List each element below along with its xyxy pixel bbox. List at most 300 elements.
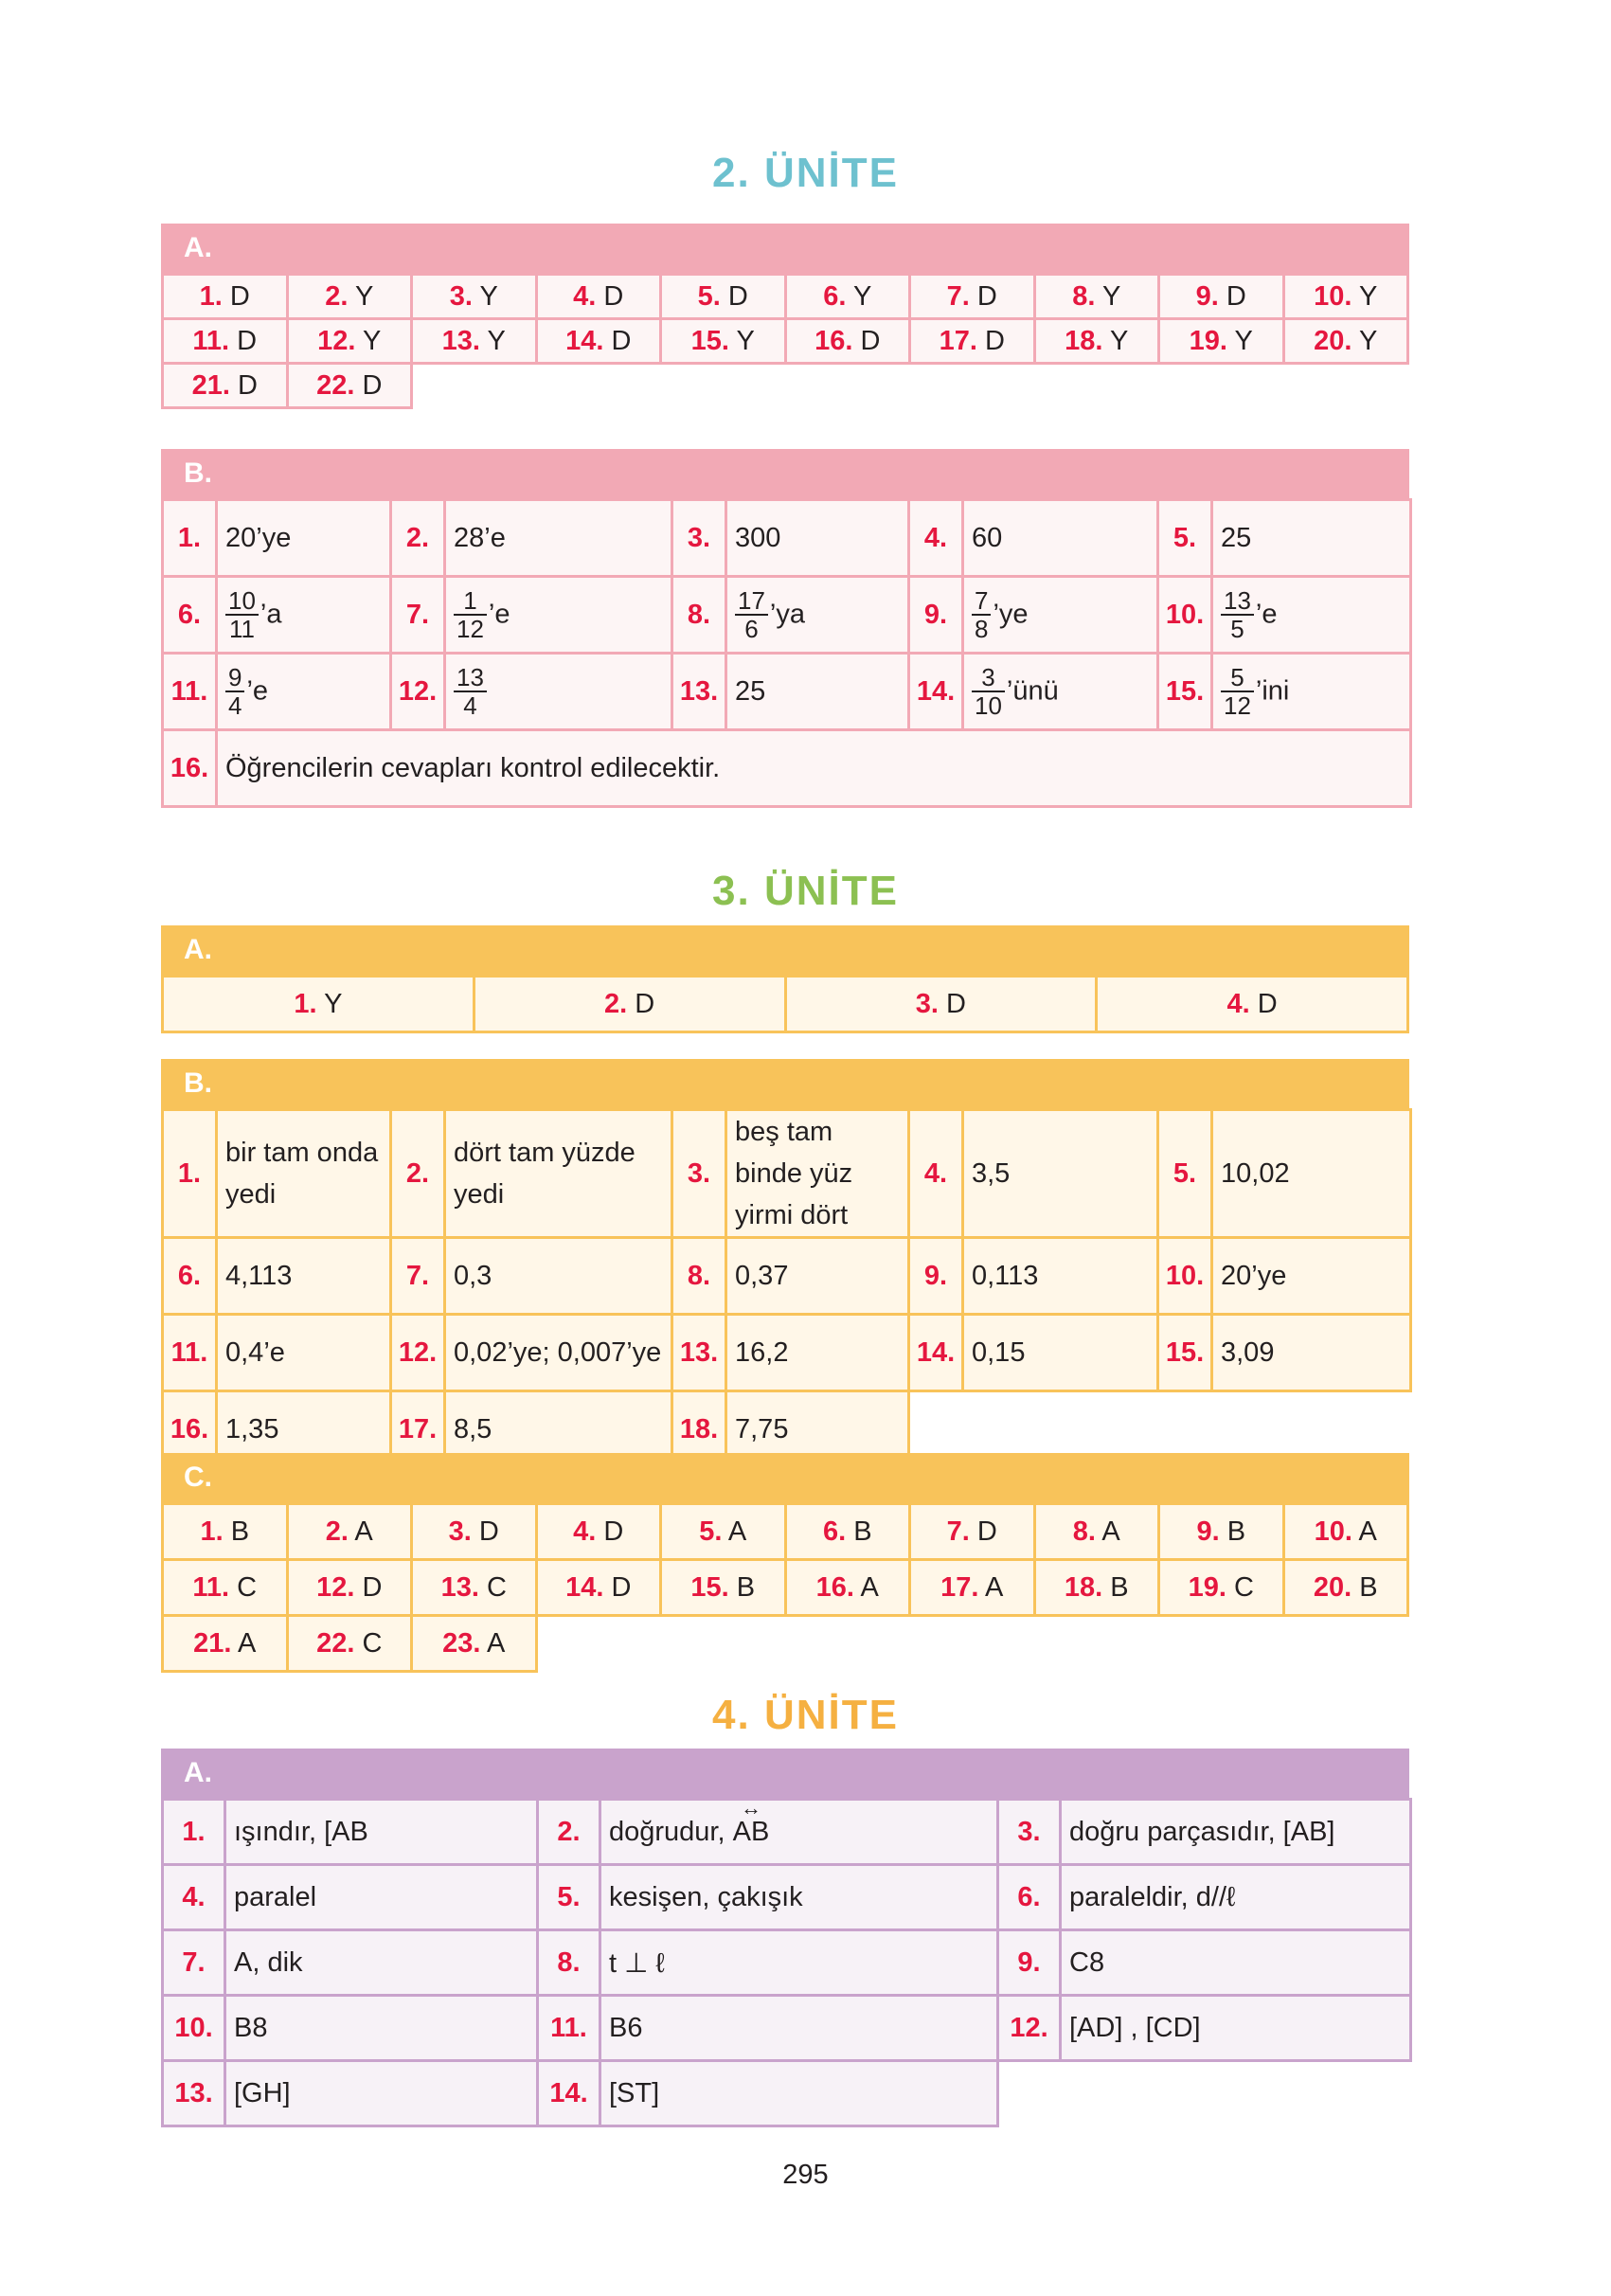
unit3-a-table xyxy=(161,975,1409,1033)
item-number: 12. xyxy=(1010,2012,1048,2043)
item-answer: [ST] xyxy=(609,2077,660,2108)
answer-cell xyxy=(661,319,786,364)
item-number: 3. xyxy=(687,522,711,553)
answer-cell xyxy=(1159,1560,1284,1616)
table-row xyxy=(163,1996,1411,2061)
item-answer: 25 xyxy=(1221,522,1252,553)
item-answer: paraleldir, d//ℓ xyxy=(1069,1882,1236,1912)
item-number-cell xyxy=(163,1800,225,1865)
item-answer: [AD] , [CD] xyxy=(1069,2012,1201,2043)
item-answer-cell xyxy=(726,1110,909,1238)
item-answer-cell xyxy=(445,500,672,577)
item-answer: B xyxy=(230,1516,250,1547)
fraction-numerator: 3 xyxy=(972,664,1005,692)
item-answer: A xyxy=(1358,1516,1377,1547)
item-number-cell xyxy=(538,2061,600,2126)
answer-cell xyxy=(536,1560,661,1616)
item-number: 10. xyxy=(1314,1516,1352,1547)
item-answer: bir tam onda yedi xyxy=(225,1138,379,1210)
table-row xyxy=(163,275,1408,319)
item-number: 14. xyxy=(565,1571,604,1603)
item-number: 3. xyxy=(915,988,939,1019)
answer-cell xyxy=(1034,1560,1159,1616)
item-number-cell xyxy=(391,1315,445,1391)
item-answer-cell xyxy=(225,1996,538,2061)
item-number-cell xyxy=(909,577,963,654)
item-answer: 16,2 xyxy=(735,1336,789,1368)
answer-cell xyxy=(661,275,786,319)
unit3-section-b xyxy=(161,1059,1409,1469)
fraction-denominator: 12 xyxy=(456,615,484,643)
item-answer: D xyxy=(603,280,624,312)
table-row xyxy=(163,1930,1411,1996)
item-answer: A xyxy=(354,1516,373,1547)
item-number: 23. xyxy=(442,1627,481,1659)
answer-cell xyxy=(287,275,412,319)
answer-cell xyxy=(412,319,537,364)
item-number-cell xyxy=(909,500,963,577)
fraction-numerator: 10 xyxy=(225,587,259,616)
answer-cell xyxy=(785,364,910,408)
item-answer: 0,4’e xyxy=(225,1336,285,1368)
item-number: 6. xyxy=(823,280,847,312)
item-number: 22. xyxy=(316,1627,355,1659)
item-number: 2. xyxy=(604,988,628,1019)
answer-cell xyxy=(287,364,412,408)
item-number-cell xyxy=(1158,577,1212,654)
item-answer: D xyxy=(603,1516,624,1547)
item-number: 5. xyxy=(699,1516,723,1547)
item-answer-cell xyxy=(445,1110,672,1238)
answer-cell xyxy=(536,275,661,319)
unit2-section-a xyxy=(161,224,1409,409)
item-answer: D xyxy=(478,1516,499,1547)
fraction-suffix: ’e xyxy=(488,599,510,630)
item-number-cell xyxy=(909,654,963,730)
section-header: B. xyxy=(161,449,1409,498)
item-number: 10. xyxy=(174,2012,213,2043)
fraction-numerator: 13 xyxy=(1221,587,1254,616)
item-number-cell xyxy=(672,1110,726,1238)
item-number-cell xyxy=(538,1996,600,2061)
item-number: 2. xyxy=(405,1157,430,1189)
answer-cell xyxy=(287,1504,412,1560)
item-number-cell xyxy=(163,1315,217,1391)
item-answer-cell xyxy=(1061,1865,1411,1930)
answer-cell xyxy=(661,364,786,408)
fraction-suffix: ’ini xyxy=(1255,675,1290,707)
answer-cell xyxy=(536,1504,661,1560)
item-answer: C xyxy=(237,1571,258,1603)
fraction xyxy=(225,664,244,719)
item-number-cell xyxy=(163,730,217,807)
item-number: 12. xyxy=(316,1571,355,1603)
fraction xyxy=(735,587,768,642)
answer-cell xyxy=(910,319,1035,364)
item-answer: 0,02’ye; 0,007’ye xyxy=(454,1337,662,1368)
item-number: 10. xyxy=(1165,1260,1205,1291)
item-answer: 20’ye xyxy=(225,522,292,553)
item-answer-cell xyxy=(726,1315,909,1391)
item-answer-cell xyxy=(217,654,391,730)
item-answer: dört tam yüzde yedi xyxy=(454,1138,635,1210)
unit2-a-table xyxy=(161,273,1409,409)
answer-cell xyxy=(910,364,1035,408)
item-number-cell xyxy=(909,1110,963,1238)
answer-cell xyxy=(661,1560,786,1616)
answer-cell xyxy=(1283,1616,1408,1672)
answer-cell xyxy=(785,1616,910,1672)
item-answer-cell xyxy=(600,1930,998,1996)
unit3-section-a xyxy=(161,925,1409,1033)
item-number-cell xyxy=(1158,1315,1212,1391)
fraction-suffix: ’e xyxy=(1255,599,1278,630)
item-number-cell xyxy=(672,500,726,577)
item-answer-cell xyxy=(963,577,1158,654)
fraction-denominator: 10 xyxy=(975,691,1002,720)
item-answer: C xyxy=(486,1571,507,1603)
item-answer: B xyxy=(1110,1571,1129,1603)
answer-cell xyxy=(1283,364,1408,408)
item-answer-cell xyxy=(1061,1930,1411,1996)
item-number-cell xyxy=(1158,654,1212,730)
item-number: 9. xyxy=(923,1260,948,1291)
fraction-numerator: 17 xyxy=(735,587,768,616)
unit2-b-table xyxy=(161,498,1412,808)
item-number: 11. xyxy=(170,675,208,707)
item-number: 8. xyxy=(1072,280,1096,312)
answer-cell xyxy=(287,1560,412,1616)
item-answer: C8 xyxy=(1069,1946,1105,1978)
item-number: 15. xyxy=(1165,1336,1205,1368)
item-answer-cell xyxy=(445,577,672,654)
item-number: 14. xyxy=(549,2077,588,2108)
item-number-cell xyxy=(163,1996,225,2061)
fraction-suffix: ’ünü xyxy=(1006,675,1059,707)
item-answer-cell xyxy=(225,1865,538,1930)
answer-cell xyxy=(910,1504,1035,1560)
item-number: 1. xyxy=(294,988,317,1019)
fraction-denominator: 12 xyxy=(1224,691,1251,720)
item-number: 4. xyxy=(1226,988,1250,1019)
item-answer: 7,75 xyxy=(735,1413,789,1444)
item-answer: Öğrencilerin cevapları kontrol edilecektir. xyxy=(225,752,721,783)
item-answer-cell xyxy=(963,500,1158,577)
fraction-numerator: 9 xyxy=(225,664,244,692)
answer-cell xyxy=(785,977,1097,1032)
item-answer-cell xyxy=(1061,1996,1411,2061)
line-notation: AB ↔ xyxy=(732,1795,770,1847)
item-answer-cell xyxy=(600,1865,998,1930)
item-number: 1. xyxy=(177,1157,202,1189)
answer-cell xyxy=(1034,364,1159,408)
item-number-cell xyxy=(391,577,445,654)
item-number-cell xyxy=(163,1865,225,1930)
unit4-title: 4. ÜNİTE xyxy=(712,1692,899,1738)
item-number-cell xyxy=(163,2061,225,2126)
item-answer-cell xyxy=(445,1238,672,1315)
answer-cell xyxy=(910,275,1035,319)
item-number-cell xyxy=(672,654,726,730)
item-answer: 60 xyxy=(972,522,1003,553)
item-answer: D xyxy=(860,325,881,356)
item-answer: A xyxy=(1101,1516,1120,1547)
answer-cell xyxy=(661,1504,786,1560)
item-number: 6. xyxy=(822,1516,847,1547)
unit3-c-table xyxy=(161,1502,1409,1673)
unit2-title: 2. ÜNİTE xyxy=(712,150,899,196)
answer-cell xyxy=(536,1616,661,1672)
item-number-cell xyxy=(998,2061,1061,2126)
item-answer: t ⊥ ℓ xyxy=(609,1947,665,1979)
item-number-cell xyxy=(391,1110,445,1238)
fraction-denominator: 6 xyxy=(744,615,759,643)
item-answer: 4,113 xyxy=(225,1260,293,1291)
item-answer: Y xyxy=(479,280,498,312)
item-answer-cell xyxy=(963,1315,1158,1391)
item-answer: 10,02 xyxy=(1221,1157,1290,1189)
item-answer-cell xyxy=(1212,577,1411,654)
table-row xyxy=(163,654,1411,730)
answer-cell xyxy=(1159,275,1284,319)
item-answer-cell xyxy=(1212,1238,1411,1315)
table-row xyxy=(163,364,1408,408)
fraction-denominator: 8 xyxy=(975,615,989,643)
answer-cell xyxy=(536,319,661,364)
item-answer: doğru parçasıdır, [AB] xyxy=(1069,1817,1335,1847)
item-answer: 0,37 xyxy=(735,1260,789,1291)
answer-cell xyxy=(1097,977,1408,1032)
fraction xyxy=(1221,587,1254,642)
item-answer: C xyxy=(1233,1571,1254,1603)
item-number-cell xyxy=(998,1865,1061,1930)
answer-cell xyxy=(1159,1616,1284,1672)
item-number-cell xyxy=(391,654,445,730)
answer-cell xyxy=(1034,1616,1159,1672)
fraction-numerator: 7 xyxy=(972,587,991,616)
item-number: 7. xyxy=(946,1516,970,1547)
item-number: 1. xyxy=(200,1516,224,1547)
section-header: A. xyxy=(161,1749,1409,1798)
item-answer: Y xyxy=(1359,325,1378,356)
item-number: 9. xyxy=(923,599,948,630)
answer-cell xyxy=(412,364,537,408)
fraction-denominator: 5 xyxy=(1230,615,1244,643)
item-number: 7. xyxy=(405,1260,430,1291)
item-number-cell xyxy=(163,654,217,730)
item-number: 14. xyxy=(916,1336,956,1368)
item-number: 17. xyxy=(940,1571,979,1603)
answer-cell xyxy=(1283,319,1408,364)
answer-cell xyxy=(412,1504,537,1560)
page-number: 295 xyxy=(782,2160,829,2190)
item-answer: Y xyxy=(1359,280,1378,312)
answer-cell xyxy=(1283,275,1408,319)
item-answer-cell xyxy=(445,1315,672,1391)
answer-cell xyxy=(1034,319,1159,364)
unit3-section-c xyxy=(161,1453,1409,1673)
item-number: 13. xyxy=(440,1571,479,1603)
item-answer: 0,113 xyxy=(972,1260,1039,1291)
item-answer: B xyxy=(853,1516,872,1547)
section-header: A. xyxy=(161,224,1409,273)
unit2-section-b xyxy=(161,449,1409,808)
answer-cell xyxy=(163,1616,288,1672)
answer-cell xyxy=(1159,364,1284,408)
table-row xyxy=(163,1865,1411,1930)
item-answer-cell xyxy=(217,500,391,577)
answer-cell xyxy=(474,977,785,1032)
fraction-denominator: 11 xyxy=(228,615,255,643)
answer-cell xyxy=(412,1616,537,1672)
item-number: 14. xyxy=(916,675,956,707)
answer-cell xyxy=(661,1616,786,1672)
item-answer: D xyxy=(946,988,966,1019)
item-number: 16. xyxy=(170,752,209,783)
answer-cell xyxy=(1034,1504,1159,1560)
item-number: 13. xyxy=(679,675,719,707)
section-header: C. xyxy=(161,1453,1409,1502)
item-answer-cell xyxy=(600,1996,998,2061)
fraction-denominator: 4 xyxy=(228,691,242,720)
item-number-cell xyxy=(163,500,217,577)
item-number-cell xyxy=(1158,500,1212,577)
item-number: 2. xyxy=(325,1516,349,1547)
answer-cell xyxy=(910,1616,1035,1672)
item-answer-cell xyxy=(445,654,672,730)
item-number-cell xyxy=(909,1315,963,1391)
item-number-cell xyxy=(163,1110,217,1238)
item-number: 6. xyxy=(177,1260,202,1291)
item-number: 7. xyxy=(405,599,430,630)
item-number-cell xyxy=(391,1238,445,1315)
item-answer: D xyxy=(237,369,258,401)
item-answer: A, dik xyxy=(234,1946,303,1978)
item-number: 8. xyxy=(1072,1516,1096,1547)
answer-cell xyxy=(1283,1504,1408,1560)
item-number: 22. xyxy=(316,369,355,401)
item-number: 18. xyxy=(679,1413,719,1444)
section-header: A. xyxy=(161,925,1409,975)
unit4-a-table xyxy=(161,1795,1412,2127)
answer-cell xyxy=(163,1560,288,1616)
item-number: 1. xyxy=(199,280,223,312)
item-number-cell xyxy=(998,1930,1061,1996)
item-number: 15. xyxy=(690,1571,729,1603)
answer-cell xyxy=(163,319,288,364)
item-answer: 20’ye xyxy=(1221,1260,1287,1291)
item-number-cell xyxy=(672,577,726,654)
fraction-suffix: ’a xyxy=(260,599,282,630)
fraction-denominator: 4 xyxy=(463,691,477,720)
item-number: 5. xyxy=(697,280,721,312)
item-answer-cell xyxy=(963,654,1158,730)
item-number-cell xyxy=(672,1238,726,1315)
item-number: 16. xyxy=(170,1413,209,1444)
item-answer: Y xyxy=(1101,280,1121,312)
answer-cell xyxy=(1159,319,1284,364)
item-number: 4. xyxy=(923,1157,948,1189)
item-answer: 3,5 xyxy=(972,1157,1011,1189)
answer-cell xyxy=(785,319,910,364)
unit3-title: 3. ÜNİTE xyxy=(712,868,899,914)
item-answer: D xyxy=(1226,280,1246,312)
item-answer-cell xyxy=(225,2061,538,2126)
item-number: 13. xyxy=(174,2077,213,2108)
item-answer-cell xyxy=(225,1930,538,1996)
item-answer-cell xyxy=(963,1110,1158,1238)
item-number: 7. xyxy=(946,280,970,312)
item-answer: 8,5 xyxy=(454,1413,492,1444)
table-row xyxy=(163,2061,1411,2126)
item-answer-cell xyxy=(1061,2061,1411,2126)
answer-cell xyxy=(287,319,412,364)
item-number: 21. xyxy=(193,1627,232,1659)
item-answer-cell xyxy=(726,1238,909,1315)
item-answer: D xyxy=(362,1571,383,1603)
answer-cell xyxy=(287,1616,412,1672)
item-number: 3. xyxy=(1017,1816,1041,1847)
item-answer-cell xyxy=(726,654,909,730)
item-answer: Y xyxy=(363,325,382,356)
answer-cell xyxy=(163,977,474,1032)
item-number: 9. xyxy=(1196,1516,1220,1547)
item-answer: C xyxy=(362,1627,383,1659)
item-answer-cell xyxy=(217,1315,391,1391)
answer-cell xyxy=(1034,275,1159,319)
item-answer: paralel xyxy=(234,1881,317,1912)
fraction-suffix: ’e xyxy=(246,675,269,707)
item-number: 5. xyxy=(1172,522,1197,553)
table-row xyxy=(163,1616,1408,1672)
item-number: 11. xyxy=(192,1571,230,1603)
table-row xyxy=(163,1800,1411,1865)
item-number: 17. xyxy=(398,1413,438,1444)
item-answer-cell xyxy=(1212,1110,1411,1238)
item-number: 3. xyxy=(448,1516,472,1547)
fraction xyxy=(225,587,259,642)
item-number: 2. xyxy=(405,522,430,553)
item-number-cell xyxy=(538,1930,600,1996)
unit4-section-a xyxy=(161,1749,1409,2127)
item-answer: D xyxy=(611,1571,632,1603)
item-number: 20. xyxy=(1313,1571,1352,1603)
fraction-numerator: 1 xyxy=(454,587,487,616)
item-answer: B xyxy=(1226,1516,1246,1547)
item-number: 5. xyxy=(557,1881,581,1912)
item-answer: D xyxy=(362,369,383,401)
item-number-cell xyxy=(998,1996,1061,2061)
item-answer-cell xyxy=(1212,654,1411,730)
item-answer: D xyxy=(976,280,997,312)
item-number: 12. xyxy=(398,675,438,707)
item-answer: B xyxy=(736,1571,756,1603)
item-answer: A xyxy=(860,1571,879,1603)
table-row xyxy=(163,500,1411,577)
item-answer-cell xyxy=(217,1110,391,1238)
item-number: 4. xyxy=(573,1516,597,1547)
item-answer: 1,35 xyxy=(225,1413,279,1444)
answer-cell xyxy=(910,1560,1035,1616)
fraction xyxy=(972,587,991,642)
item-answer: D xyxy=(727,280,748,312)
item-number: 10. xyxy=(1165,599,1205,630)
table-row xyxy=(163,1504,1408,1560)
item-answer-cell xyxy=(217,1238,391,1315)
item-number-cell xyxy=(391,500,445,577)
item-answer: beş tam binde yüz yirmi dört xyxy=(735,1117,853,1230)
answer-cell xyxy=(163,1504,288,1560)
